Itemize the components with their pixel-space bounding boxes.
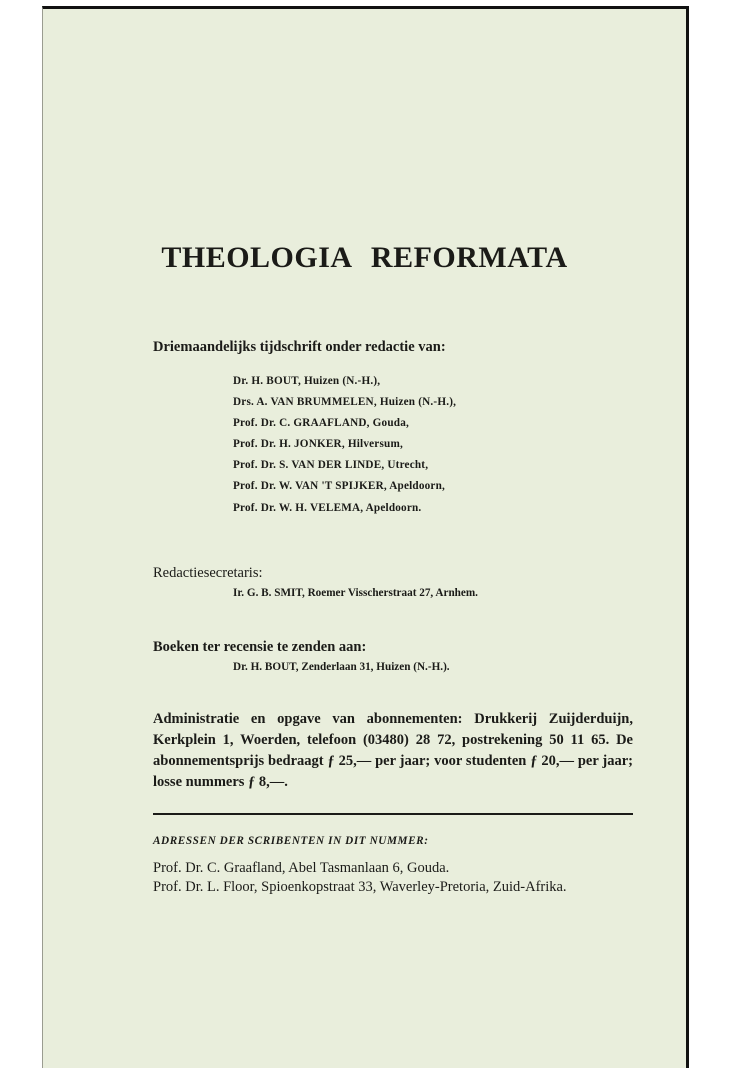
editor-item: Drs. A. VAN BRUMMELEN, Huizen (N.-H.),: [233, 396, 457, 409]
secretary-value: Ir. G. B. SMIT, Roemer Visscherstraat 27, Arnhem.: [233, 587, 478, 599]
divider: [153, 813, 633, 815]
review-books-value: Dr. H. BOUT, Zenderlaan 31, Huizen (N.-H.).: [233, 661, 450, 673]
editor-item: Prof. Dr. W. H. VELEMA, Apeldoorn.: [233, 501, 422, 514]
addresses-list: [153, 859, 567, 897]
editors-list: [233, 371, 456, 519]
editor-item: Prof. Dr. W. VAN 'T SPIJKER, Apeldoorn,: [233, 480, 446, 493]
editorial-intro: Driemaandelijks tijdschrift onder redactie van:: [153, 339, 446, 355]
editor-item: Prof. Dr. C. GRAAFLAND, Gouda,: [233, 417, 409, 430]
journal-title: THEOLOGIA REFORMATA: [161, 241, 568, 274]
editor-item: Prof. Dr. H. JONKER, Hilversum,: [233, 438, 403, 451]
address-item: Prof. Dr. L. Floor, Spioenkopstraat 33, Waverley-Pretoria, Zuid-Afrika.: [153, 879, 567, 895]
editor-item: Dr. H. BOUT, Huizen (N.-H.),: [233, 375, 381, 387]
review-books-label: Boeken ter recensie te zenden aan:: [153, 639, 367, 655]
addresses-heading: ADRESSEN DER SCRIBENTEN IN DIT NUMMER:: [153, 835, 429, 847]
administration-text: Administratie en opgave van abonnementen: Drukkerij Zuijderduijn, Kerkplein 1, Woerden, telefoon (03480) 28 72, postrekening 50 11 65. De abonnementsprijs bedraagt ƒ 25,— per jaar; voor studenten ƒ 20,— per jaar; losse nummers ƒ 8,—.: [153, 711, 633, 790]
editor-item: Prof. Dr. S. VAN DER LINDE, Utrecht,: [233, 459, 429, 472]
secretary-label: Redactiesecretaris:: [153, 565, 263, 581]
address-item: Prof. Dr. C. Graafland, Abel Tasmanlaan 6, Gouda.: [153, 860, 450, 876]
journal-page: [42, 6, 689, 1068]
